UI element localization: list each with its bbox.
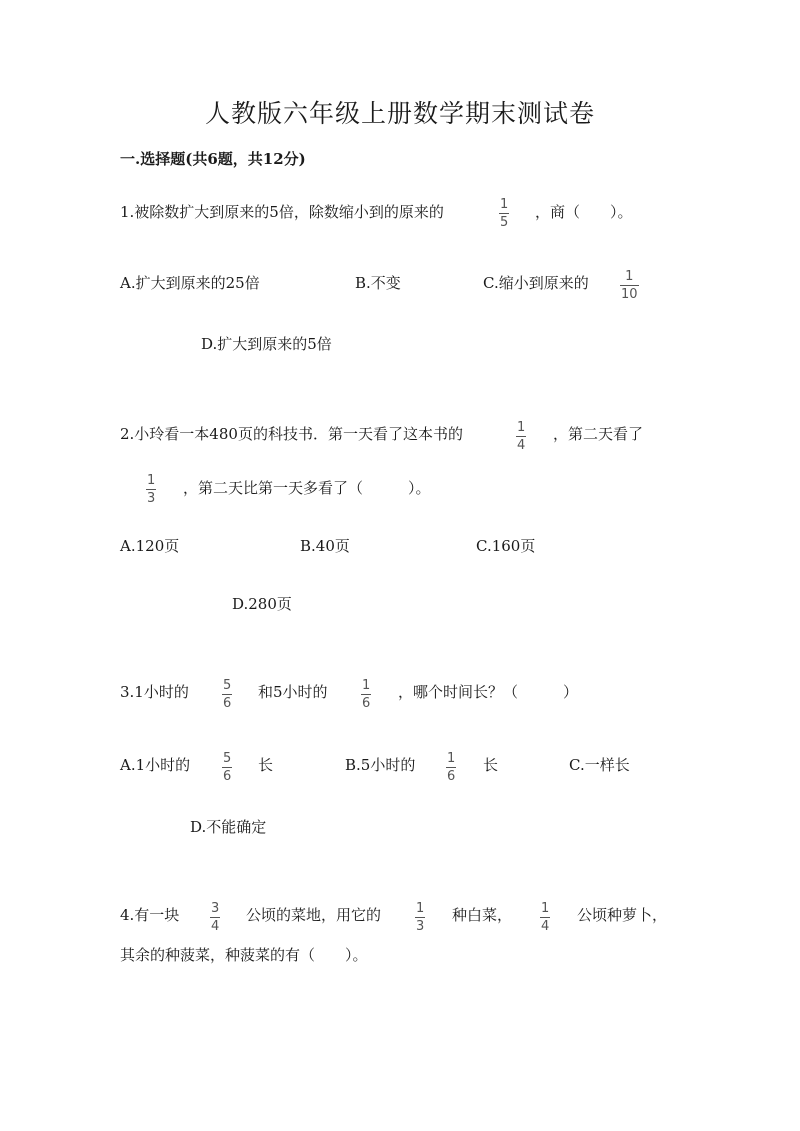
fraction-numerator: 1 [447,751,456,766]
q1-fraction [499,198,509,229]
fraction-numerator: 1 [362,678,371,693]
q2-option-b[interactable]: B.40页 [300,537,350,555]
q1-option-b[interactable]: B.不变 [355,274,401,292]
q3-option-d[interactable]: D.不能确定 [190,818,267,836]
q4-stem-text: 4.有一块 [120,906,180,924]
fraction-denominator: 6 [362,696,371,711]
q3-stem-tail: ，哪个时间长？（ ） [398,683,579,701]
fraction-denominator: 10 [621,287,638,302]
q1-option-c-fraction [620,270,639,301]
fraction-denominator: 4 [517,438,526,453]
fraction-numerator: 1 [541,901,550,916]
fraction-numerator: 1 [147,473,156,488]
q4-fraction-3 [540,902,550,933]
q2-option-d[interactable]: D.280页 [232,595,292,613]
fraction-numerator: 5 [223,751,232,766]
q3-option-c[interactable]: C.一样长 [569,756,630,774]
fraction-denominator: 6 [447,769,456,784]
q3-option-b-fraction [446,752,456,783]
q3-option-b-text: B.5小时的 [345,756,416,774]
q3-stem-text: 3.1小时的 [120,683,189,701]
q2-fraction-1 [516,421,526,452]
q3-fraction-1 [222,679,232,710]
q4-fraction-2 [415,902,425,933]
fraction-denominator: 6 [223,769,232,784]
q2-stem-middle: ，第二天看了 [553,425,644,443]
q3-option-a-fraction [222,752,232,783]
fraction-numerator: 1 [500,197,509,212]
q4-fraction-1 [210,902,220,933]
q3-option-b-suffix: 长 [483,756,499,774]
q4-stem-part-2: 公顷的菜地，用它的 [246,906,382,924]
fraction-denominator: 6 [223,696,232,711]
q2-option-c[interactable]: C.160页 [476,537,536,555]
fraction-numerator: 1 [416,901,425,916]
q3-option-a-text: A.1小时的 [120,756,191,774]
q1-option-c[interactable]: C.缩小到原来的 [483,274,589,292]
fraction-numerator: 1 [625,269,634,284]
q2-stem-tail: ，第二天比第一天多看了（ ）。 [183,479,431,497]
fraction-denominator: 3 [147,491,156,506]
fraction-numerator: 3 [211,901,220,916]
fraction-denominator: 5 [500,215,509,230]
q3-stem-middle: 和5小时的 [258,683,328,701]
q1-option-a[interactable]: A.扩大到原来的25倍 [120,274,260,292]
q2-stem-text: 2.小玲看一本480页的科技书．第一天看了这本书的 [120,425,463,443]
fraction-numerator: 5 [223,678,232,693]
page-title: 人教版六年级上册数学期末测试卷 [204,99,595,128]
q4-stem-part-3: 种白菜， [452,906,513,924]
q4-stem-line-2: 其余的种菠菜，种菠菜的有（ ）。 [120,946,368,964]
fraction-denominator: 3 [416,919,425,934]
section-heading: 一.选择题(共6题，共12分) [120,150,306,168]
q1-stem-tail: ，商（ ）。 [535,203,633,221]
q4-stem-part-4: 公顷种萝卜， [577,906,668,924]
q1-stem-text: 1.被除数扩大到原来的5倍，除数缩小到的原来的 [120,203,444,221]
fraction-numerator: 1 [517,420,526,435]
q1-option-d[interactable]: D.扩大到原来的5倍 [201,335,332,353]
fraction-denominator: 4 [211,919,220,934]
q2-fraction-2 [146,474,156,505]
q3-option-a-suffix: 长 [258,756,274,774]
fraction-denominator: 4 [541,919,550,934]
q2-option-a[interactable]: A.120页 [120,537,180,555]
q3-fraction-2 [361,679,371,710]
